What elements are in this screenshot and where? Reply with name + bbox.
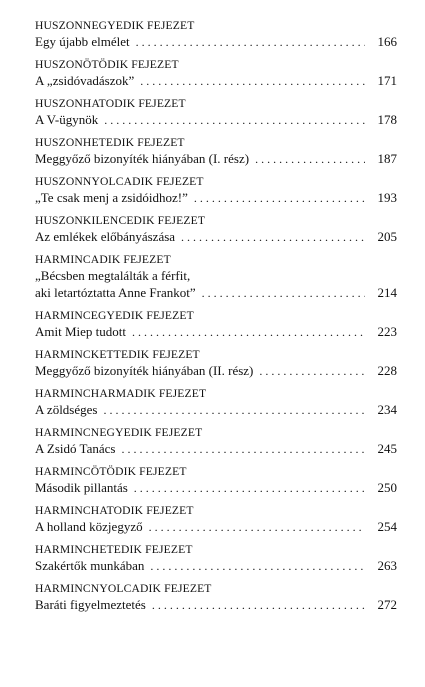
chapter-title: Szakértők munkában [35,558,145,573]
toc-entry [35,18,397,51]
chapter-title: A „zsidóvadászok” [35,73,135,88]
dot-leader [150,558,365,575]
toc-title-row [35,401,397,419]
toc-entry [35,308,397,341]
chapter-title: A Zsidó Tanács [35,441,116,456]
page-number: 250 [377,480,397,495]
toc-entry [35,213,397,246]
toc-title-row [35,33,397,51]
toc-title-row [35,557,397,575]
toc-title-row [35,189,397,207]
toc-title-row [35,111,397,129]
dot-leader [202,285,365,302]
page-number: 272 [377,597,397,612]
chapter-title: A holland közjegyző [35,519,143,534]
toc-entry [35,135,397,168]
chapter-heading: HARMINCÖTÖDIK FEJEZET [35,465,187,478]
dot-leader [152,597,365,614]
toc-entry [35,581,397,614]
chapter-heading: HARMINCHETEDIK FEJEZET [35,543,193,556]
table-of-contents [35,18,397,620]
toc-title-row [35,228,397,246]
chapter-heading: HUSZONNYOLCADIK FEJEZET [35,175,204,188]
chapter-title: A V-ügynök [35,112,99,127]
chapter-heading: HARMINCEGYEDIK FEJEZET [35,309,194,322]
chapter-heading: HARMINCHARMADIK FEJEZET [35,387,207,400]
toc-entry [35,386,397,419]
chapter-title: Meggyőző bizonyíték hiányában (II. rész) [35,363,254,378]
chapter-heading: HUSZONHATODIK FEJEZET [35,97,186,110]
chapter-heading: HUSZONNEGYEDIK FEJEZET [35,19,195,32]
toc-entry [35,57,397,90]
chapter-heading: HARMINCNYOLCADIK FEJEZET [35,582,212,595]
dot-leader [132,324,365,341]
chapter-title: aki letartóztatta Anne Frankot” [35,285,196,300]
chapter-heading: HUSZONKILENCEDIK FEJEZET [35,214,206,227]
chapter-heading: HUSZONHETEDIK FEJEZET [35,136,185,149]
toc-title-row [35,284,397,302]
toc-entry [35,503,397,536]
page-number: 223 [377,324,397,339]
page-number: 263 [377,558,397,573]
chapter-title: Második pillantás [35,480,128,495]
page-number: 178 [377,112,397,127]
chapter-heading: HARMINCHATODIK FEJEZET [35,504,194,517]
toc-entry [35,252,397,302]
page-number: 205 [377,229,397,244]
page-number: 245 [377,441,397,456]
dot-leader [104,112,365,129]
page-number: 187 [377,151,397,166]
dot-leader [149,519,365,536]
page-number: 228 [377,363,397,378]
page-number: 254 [377,519,397,534]
chapter-title: „Te csak menj a zsidóidhoz!” [35,190,188,205]
toc-title-row [35,440,397,458]
toc-entry [35,464,397,497]
page-number: 214 [377,285,397,300]
toc-title-row [35,323,397,341]
toc-entry [35,425,397,458]
dot-leader [181,229,365,246]
toc-title-row [35,518,397,536]
page-number: 166 [377,34,397,49]
chapter-title: Az emlékek előbányászása [35,229,176,244]
toc-title-row [35,596,397,614]
toc-entry [35,96,397,129]
toc-entry [35,174,397,207]
chapter-title-line: „Bécsben megtalálták a férfit, [35,268,191,283]
dot-leader [259,363,365,380]
dot-leader [103,402,365,419]
chapter-title: Meggyőző bizonyíték hiányában (I. rész) [35,151,250,166]
toc-title-row [35,362,397,380]
page-number: 193 [377,190,397,205]
dot-leader [194,190,365,207]
chapter-title: Amit Miep tudott [35,324,126,339]
page-number: 234 [377,402,397,417]
chapter-heading: HARMINCNEGYEDIK FEJEZET [35,426,203,439]
toc-title-row [35,150,397,168]
toc-title-row [35,479,397,497]
toc-entry [35,542,397,575]
toc-entry [35,347,397,380]
chapter-heading: HUSZONÖTÖDIK FEJEZET [35,58,179,71]
chapter-title: Egy újabb elmélet [35,34,130,49]
chapter-heading: HARMINCKETTEDIK FEJEZET [35,348,200,361]
chapter-title: Baráti figyelmeztetés [35,597,146,612]
dot-leader [134,480,365,497]
dot-leader [121,441,365,458]
chapter-title: A zöldséges [35,402,98,417]
chapter-heading: HARMINCADIK FEJEZET [35,253,171,266]
dot-leader [136,34,365,51]
dot-leader [140,73,365,90]
dot-leader [255,151,365,168]
page-number: 171 [377,73,397,88]
toc-title-row [35,72,397,90]
